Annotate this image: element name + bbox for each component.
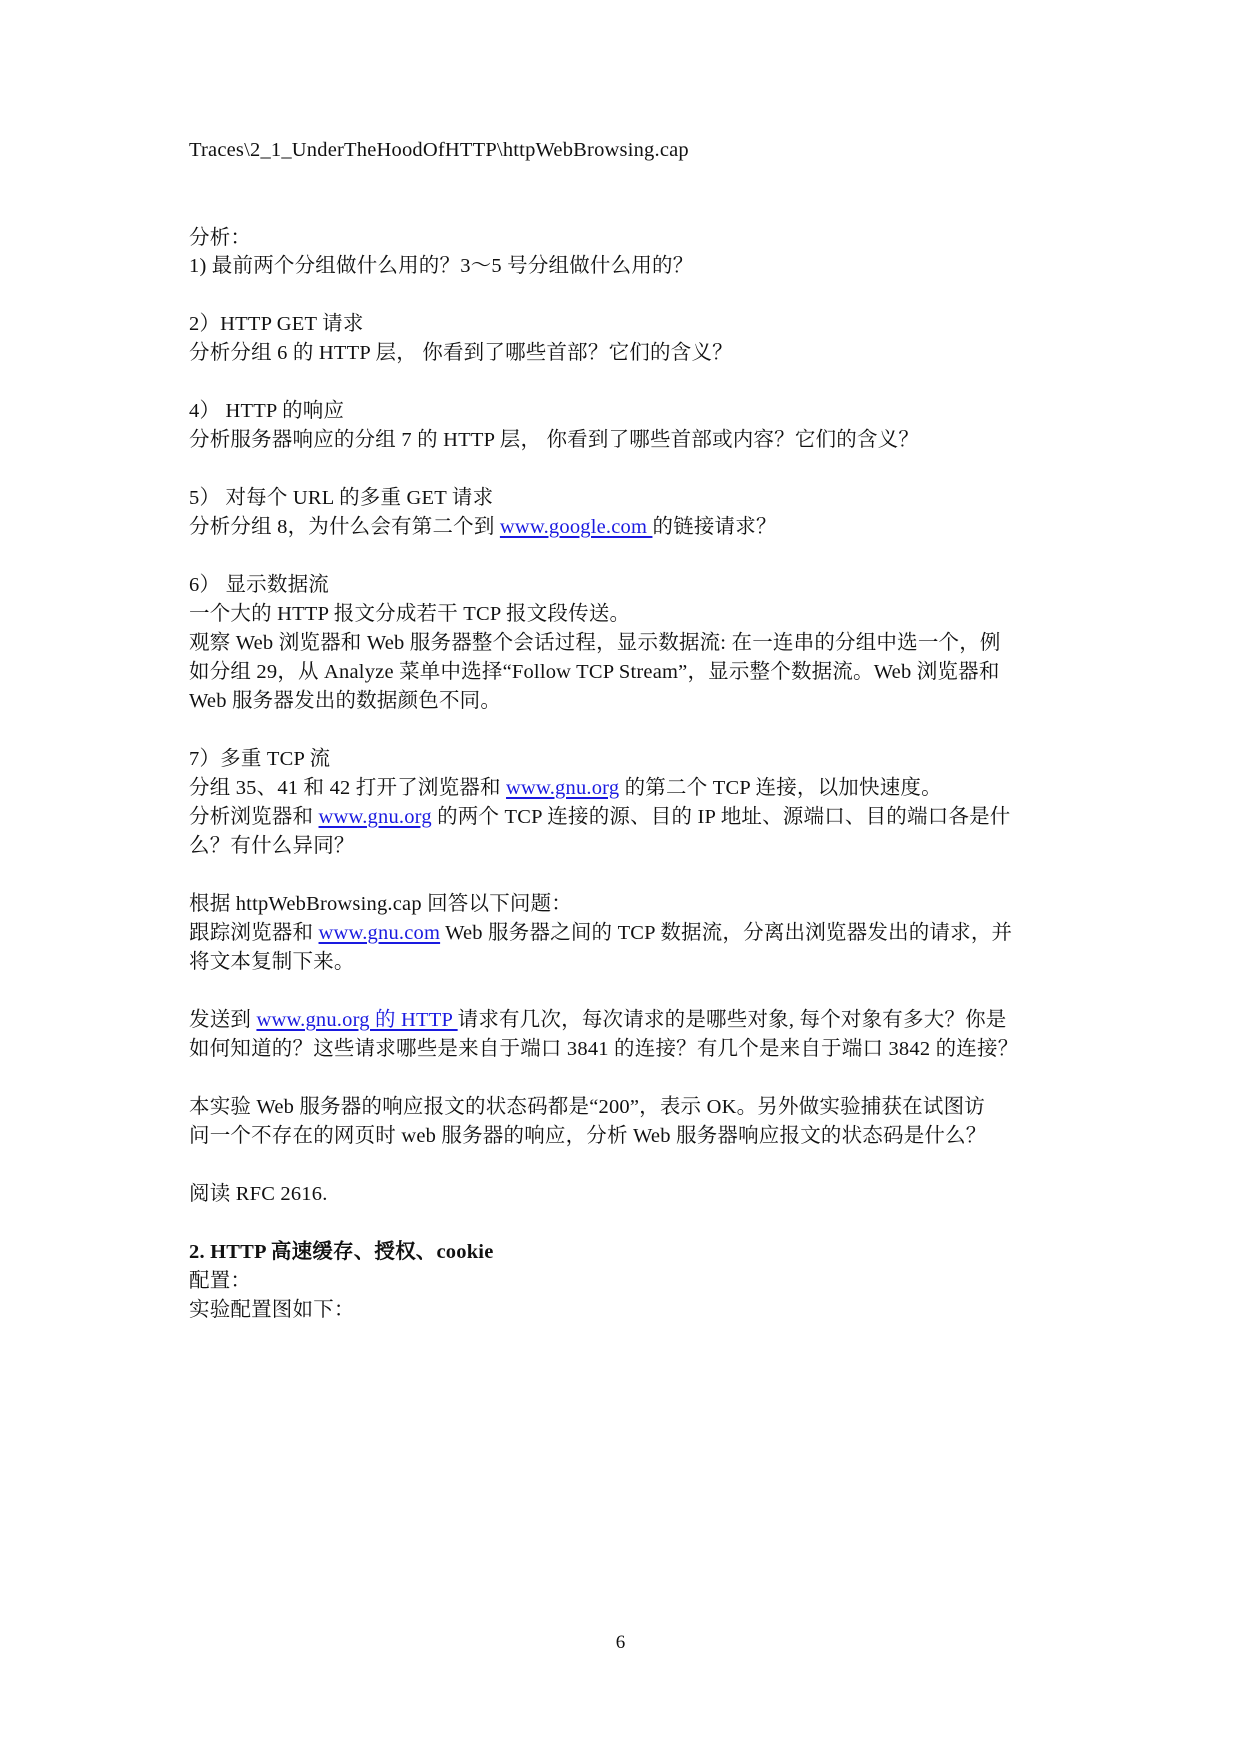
question-1: 1) 最前两个分组做什么用的？3～5 号分组做什么用的？ (189, 255, 694, 277)
question-7-line-2 (189, 804, 1011, 830)
page-number: 6 (615, 1632, 626, 1653)
send-line-1-after: 请求有几次，每次请求的是哪些对象, 每个对象有多大？你是 (457, 1009, 1007, 1031)
send-question-line-2: 如何知道的？这些请求哪些是来自于端口 3841 的连接？有几个是来自于端口 3842 的连接？ (189, 1038, 1019, 1060)
gnu-org-link-2[interactable]: www.gnu.org (318, 806, 432, 828)
question-6-line-1: 一个大的 HTTP 报文分成若干 TCP 报文段传送。 (189, 603, 631, 625)
question-6-title: 6） 显示数据流 (189, 574, 329, 596)
question-6-line-4: Web 服务器发出的数据颜色不同。 (189, 690, 502, 712)
google-link[interactable]: www.google.com (499, 516, 653, 538)
question-4-title: 4） HTTP 的响应 (189, 400, 345, 422)
question-6-line-2: 观察 Web 浏览器和 Web 服务器整个会话过程，显示数据流: 在一连串的分组中选一个，例 (189, 632, 1001, 654)
question-7-title: 7）多重 TCP 流 (189, 748, 331, 770)
question-7-line-1-before: 分组 35、41 和 42 打开了浏览器和 (189, 777, 507, 799)
send-question-line-1 (189, 1007, 1007, 1033)
status-code-line-1: 本实验 Web 服务器的响应报文的状态码都是“200”，表示 OK。另外做实验捕获在试图访 (189, 1096, 985, 1118)
gnu-org-link-1[interactable]: www.gnu.org (506, 777, 620, 799)
config-diagram-caption: 实验配置图如下： (189, 1299, 355, 1321)
answer-line-1-after: Web 服务器之间的 TCP 数据流，分离出浏览器发出的请求，并 (440, 922, 1013, 944)
question-5-title: 5） 对每个 URL 的多重 GET 请求 (189, 487, 494, 509)
question-5-text-before: 分析分组 8，为什么会有第二个到 (189, 516, 500, 538)
question-5-text-after: 的链接请求？ (652, 516, 777, 538)
question-5-body (189, 514, 777, 540)
question-2-title: 2）HTTP GET 请求 (189, 313, 364, 335)
question-7-line-1 (189, 775, 942, 801)
question-7-line-2-after: 的两个 TCP 连接的源、目的 IP 地址、源端口、目的端口各是什 (431, 806, 1011, 828)
section-2-title: 2. HTTP 高速缓存、授权、cookie (189, 1241, 494, 1263)
answer-line-1 (189, 920, 1012, 946)
trace-file-path: Traces\2_1_UnderTheHoodOfHTTP\httpWebBrowsing.cap (189, 139, 689, 161)
question-2-body: 分析分组 6 的 HTTP 层， 你看到了哪些首部？它们的含义？ (189, 342, 733, 364)
status-code-line-2: 问一个不存在的网页时 web 服务器的响应，分析 Web 服务器响应报文的状态码是什么？ (189, 1125, 987, 1147)
send-line-1-before: 发送到 (189, 1009, 257, 1031)
gnu-org-http-link[interactable]: www.gnu.org 的 HTTP (256, 1009, 458, 1031)
config-label: 配置： (189, 1270, 252, 1292)
answer-line-2: 将文本复制下来。 (189, 951, 355, 973)
gnu-com-link[interactable]: www.gnu.com (318, 922, 441, 944)
read-rfc: 阅读 RFC 2616. (189, 1183, 328, 1205)
question-7-line-1-after: 的第二个 TCP 连接，以加快速度。 (619, 777, 942, 799)
analysis-heading: 分析： (189, 227, 252, 249)
question-6-line-3: 如分组 29，从 Analyze 菜单中选择“Follow TCP Stream”，显示整个数据流。Web 浏览器和 (189, 661, 1000, 683)
answer-line-1-before: 跟踪浏览器和 (189, 922, 319, 944)
question-4-body: 分析服务器响应的分组 7 的 HTTP 层， 你看到了哪些首部或内容？它们的含义？ (189, 429, 920, 451)
question-7-line-3: 么？有什么异同？ (189, 835, 355, 857)
answer-intro: 根据 httpWebBrowsing.cap 回答以下问题： (189, 893, 572, 915)
question-7-line-2-before: 分析浏览器和 (189, 806, 319, 828)
